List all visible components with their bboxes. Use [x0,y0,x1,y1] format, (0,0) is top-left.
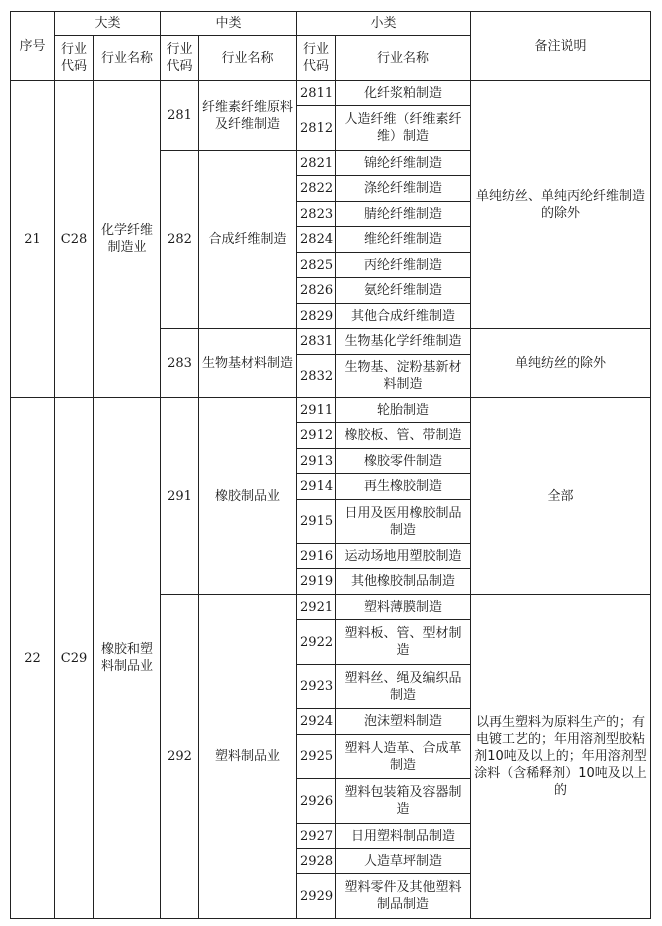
minor-code: 2811 [297,81,336,106]
minor-name: 橡胶零件制造 [336,449,471,474]
group-seq: 22 [11,398,55,919]
minor-name: 运动场地用塑胶制造 [336,544,471,569]
minor-name: 生物基、淀粉基新材料制造 [336,355,471,398]
header-seq: 序号 [11,12,55,81]
minor-name: 人造草坪制造 [336,849,471,874]
minor-name: 其他橡胶制品制造 [336,569,471,595]
minor-name: 塑料板、管、型材制造 [336,620,471,665]
minor-code: 2812 [297,106,336,151]
minor-name: 其他合成纤维制造 [336,304,471,329]
minor-code: 2829 [297,304,336,329]
minor-code: 2821 [297,151,336,176]
minor-code: 2824 [297,227,336,253]
remark-cell: 以再生塑料为原料生产的；有电镀工艺的；年用溶剂型胶粘剂10吨及以上的；年用溶剂型涂料（含稀释剂）10吨及以上的 [471,595,651,919]
minor-name: 塑料零件及其他塑料制品制造 [336,874,471,919]
header-middle: 中类 [161,12,297,36]
group-name: 化学纤维制造业 [94,81,161,398]
minor-code: 2925 [297,735,336,779]
middle-code: 283 [161,329,199,398]
minor-name: 涤纶纤维制造 [336,176,471,202]
header-remark: 备注说明 [471,12,651,81]
middle-name: 橡胶制品业 [199,398,297,595]
header-minor-code: 行业代码 [297,36,336,81]
minor-name: 塑料丝、绳及编织品制造 [336,665,471,709]
minor-code: 2919 [297,569,336,595]
minor-name: 日用及医用橡胶制品制造 [336,500,471,544]
minor-code: 2831 [297,329,336,355]
minor-name: 橡胶板、管、带制造 [336,423,471,449]
minor-name: 丙纶纤维制造 [336,253,471,278]
header-major-code: 行业代码 [55,36,94,81]
minor-code: 2913 [297,449,336,474]
minor-code: 2926 [297,779,336,824]
middle-name: 纤维素纤维原料及纤维制造 [199,81,297,151]
minor-name: 维纶纤维制造 [336,227,471,253]
header-minor: 小类 [297,12,471,36]
group-code: C28 [55,81,94,398]
middle-name: 塑料制品业 [199,595,297,919]
minor-name: 泡沫塑料制造 [336,709,471,735]
minor-code: 2911 [297,398,336,423]
header-minor-name: 行业名称 [336,36,471,81]
middle-code: 282 [161,151,199,329]
minor-code: 2823 [297,202,336,227]
minor-code: 2921 [297,595,336,620]
minor-code: 2832 [297,355,336,398]
minor-code: 2914 [297,474,336,500]
minor-code: 2916 [297,544,336,569]
industry-classification-table [10,11,651,919]
middle-code: 291 [161,398,199,595]
header-middle-code: 行业代码 [161,36,199,81]
header-major: 大类 [55,12,161,36]
minor-name: 生物基化学纤维制造 [336,329,471,355]
header-middle-name: 行业名称 [199,36,297,81]
header-major-name: 行业名称 [94,36,161,81]
group-code: C29 [55,398,94,919]
minor-name: 塑料薄膜制造 [336,595,471,620]
group-name: 橡胶和塑料制品业 [94,398,161,919]
middle-code: 281 [161,81,199,151]
middle-code: 292 [161,595,199,919]
minor-code: 2825 [297,253,336,278]
minor-name: 腈纶纤维制造 [336,202,471,227]
remark-cell: 单纯纺丝、单纯丙纶纤维制造的除外 [471,81,651,329]
middle-name: 生物基材料制造 [199,329,297,398]
minor-name: 轮胎制造 [336,398,471,423]
minor-name: 塑料包装箱及容器制造 [336,779,471,824]
minor-name: 锦纶纤维制造 [336,151,471,176]
minor-code: 2826 [297,278,336,304]
minor-name: 氨纶纤维制造 [336,278,471,304]
minor-name: 塑料人造革、合成革制造 [336,735,471,779]
minor-name: 化纤浆粕制造 [336,81,471,106]
remark-cell: 单纯纺丝的除外 [471,329,651,398]
minor-name: 日用塑料制品制造 [336,824,471,849]
minor-code: 2924 [297,709,336,735]
minor-code: 2912 [297,423,336,449]
minor-name: 再生橡胶制造 [336,474,471,500]
minor-code: 2915 [297,500,336,544]
minor-code: 2928 [297,849,336,874]
minor-code: 2923 [297,665,336,709]
minor-code: 2822 [297,176,336,202]
group-seq: 21 [11,81,55,398]
remark-cell: 全部 [471,398,651,595]
minor-code: 2927 [297,824,336,849]
minor-name: 人造纤维（纤维素纤维）制造 [336,106,471,151]
middle-name: 合成纤维制造 [199,151,297,329]
minor-code: 2922 [297,620,336,665]
minor-code: 2929 [297,874,336,919]
